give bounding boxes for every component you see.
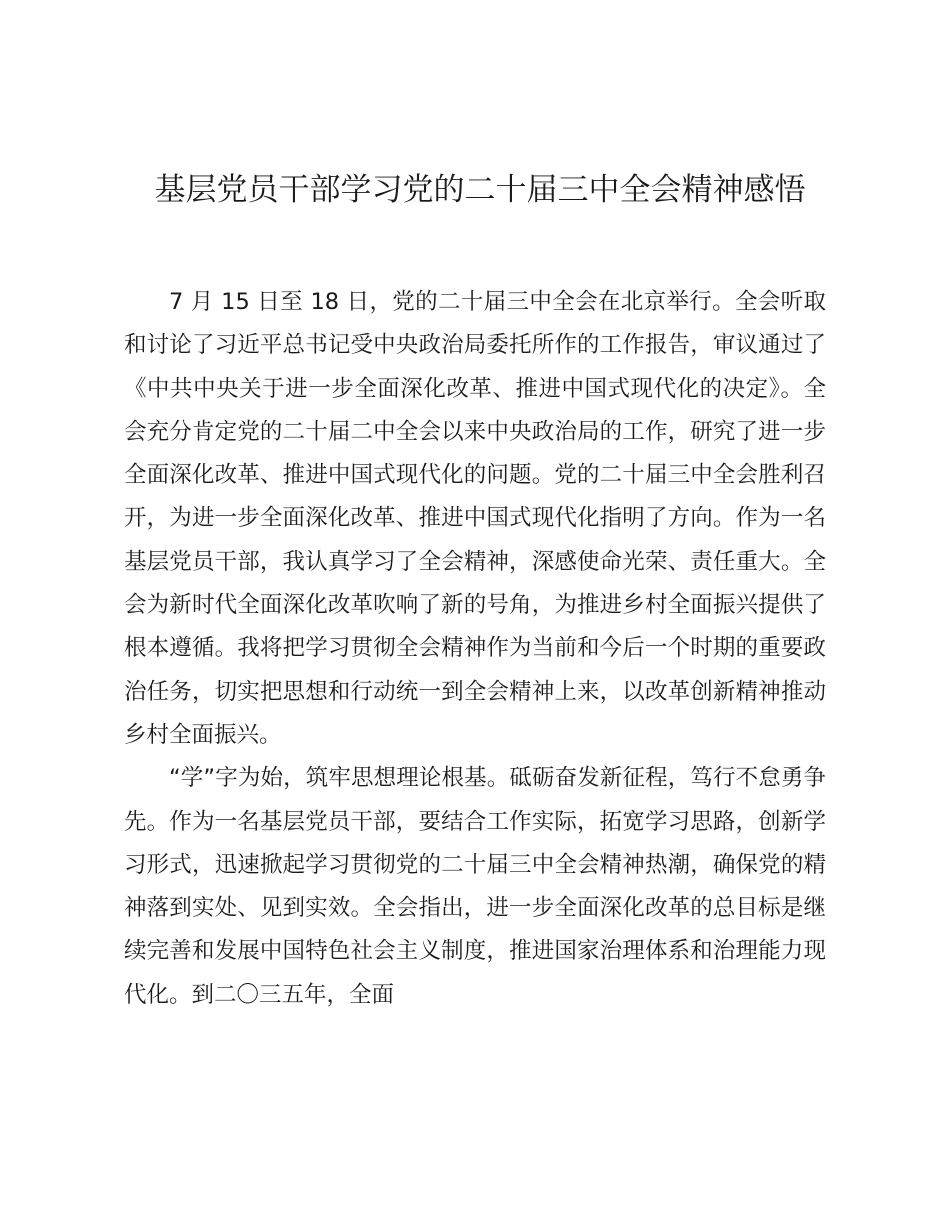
document-title: 基层党员干部学习党的二十届三中全会精神感悟: [154, 172, 806, 208]
body-paragraph: 7 月 15 日至 18 日，党的二十届三中全会在北京举行。全会听取和讨论了习近平总书记受中央政治局委托所作的工作报告，审议通过了《中共中央关于进一步全面深化改革、推进中国式现代化的决定》。全会充分肯定党的二十届二中全会以来中央政治局的工作，研究了进一步全面深化改革、推进中国式现代化的问题。党的二十届三中全会胜利召开，为进一步全面深化改革、推进中国式现代化指明了方向。作为一名基层党员干部，我认真学习了全会精神，深感使命光荣、责任重大。全会为新时代全面深化改革吹响了新的号角，为推进乡村全面振兴提供了根本遵循。我将把学习贯彻全会精神作为当前和今后一个时期的重要政治任务，切实把思想和行动统一到全会精神上来，以改革创新精神推动乡村全面振兴。: [124, 289, 826, 748]
document-body: [124, 281, 826, 1017]
body-paragraph: “学”字为始，筑牢思想理论根基。砥砺奋发新征程，笃行不怠勇争先。作为一名基层党员干部，要结合工作实际，拓宽学习思路，创新学习形式，迅速掀起学习贯彻党的二十届三中全会精神热潮，确保党的精神落到实处、见到实效。全会指出，进一步全面深化改革的总目标是继续完善和发展中国特色社会主义制度，推进国家治理体系和治理能力现代化。到二〇三五年，全面: [124, 765, 826, 1008]
